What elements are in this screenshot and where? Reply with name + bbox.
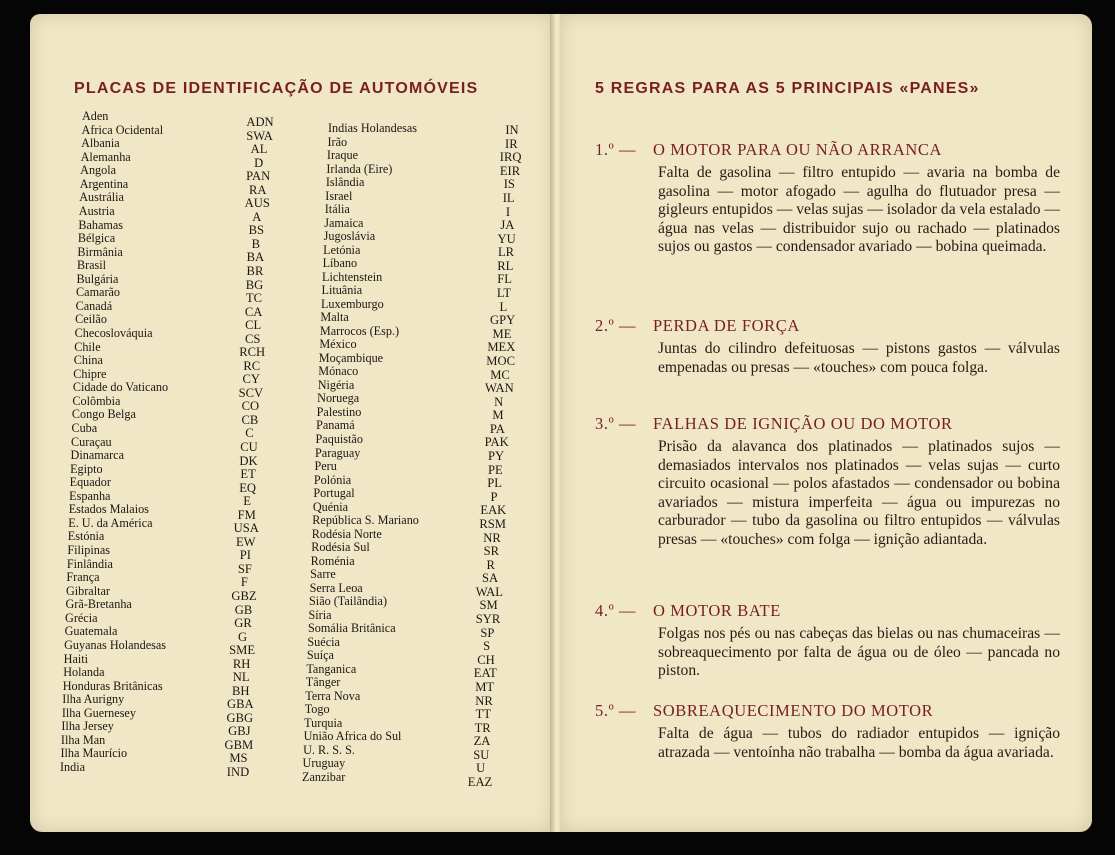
plate-code: LT bbox=[496, 286, 512, 300]
rule-title-text: O MOTOR BATE bbox=[653, 601, 781, 620]
plate-code: IN bbox=[505, 123, 519, 137]
plate-code: MS bbox=[229, 751, 248, 766]
country-name: Austrália bbox=[79, 190, 124, 205]
plate-code: YU bbox=[497, 231, 516, 246]
plate-code: SR bbox=[483, 544, 500, 559]
plate-code: E bbox=[243, 494, 252, 509]
plate-code: RC bbox=[243, 358, 261, 373]
rule-body: Prisão da alavanca dos platinados — platinados sujos — demasiados intervalos nos platinados — velas sujas — curto circuito ocasional — polos afastados — condensador ou bobina avariados — mistura imperfeita — água ou impurezas no carburador — tubo da gasolina ou filtro entupidos — válvulas presas — «touches» com folga — ignição adiantada. bbox=[658, 438, 1060, 548]
plate-code: IR bbox=[505, 136, 518, 151]
plate-code: NL bbox=[232, 670, 250, 685]
country-name: Birmânia bbox=[77, 244, 123, 259]
country-name: Angola bbox=[80, 163, 117, 178]
plate-code: EQ bbox=[239, 480, 257, 495]
country-name: Irão bbox=[327, 134, 348, 149]
country-name: Quénia bbox=[312, 499, 349, 514]
country-name: Marrocos (Esp.) bbox=[319, 323, 400, 338]
country-name: União Africa do Sul bbox=[303, 729, 402, 744]
country-name: Egipto bbox=[70, 461, 103, 476]
country-name: Sião (Tailândia) bbox=[309, 594, 388, 609]
plate-code: GBZ bbox=[231, 588, 257, 603]
plate-code: FM bbox=[237, 507, 256, 522]
plate-code: WAL bbox=[475, 584, 503, 599]
plate-code: DK bbox=[239, 453, 258, 468]
rule-title bbox=[595, 601, 781, 621]
rule-body: Folgas nos pés ou nas cabeças das bielas ou nas chumaceiras — sobreaquecimento por falta de água ou de óleo — pancada no piston. bbox=[658, 625, 1060, 680]
plate-code: RCH bbox=[239, 345, 266, 360]
country-name: Estónia bbox=[67, 529, 105, 544]
plate-code: CH bbox=[477, 652, 495, 667]
country-name: Lituânia bbox=[321, 283, 363, 298]
plate-code: TT bbox=[475, 707, 492, 722]
rule-title bbox=[595, 701, 933, 721]
plate-code: BR bbox=[246, 263, 264, 278]
country-name: Guyanas Holandesas bbox=[64, 637, 166, 652]
plate-code: MT bbox=[475, 679, 495, 694]
plate-code: TC bbox=[245, 291, 263, 306]
plate-code: BH bbox=[232, 683, 250, 698]
plate-code: PAN bbox=[246, 169, 271, 184]
plate-code: MC bbox=[490, 367, 510, 382]
rule-number: 4.º — bbox=[595, 601, 637, 620]
country-name: Mónaco bbox=[318, 364, 359, 379]
plate-code: SCV bbox=[238, 385, 264, 400]
plate-code: IRQ bbox=[499, 150, 522, 165]
country-name: Itália bbox=[324, 202, 350, 217]
country-name: Alemanha bbox=[80, 149, 131, 164]
plate-code: GBA bbox=[226, 697, 254, 712]
country-name: Ceilão bbox=[75, 312, 107, 327]
country-name: Noruega bbox=[317, 391, 360, 406]
country-name: Líbano bbox=[322, 256, 358, 271]
country-name: Indias Holandesas bbox=[328, 121, 418, 135]
plate-code: ET bbox=[240, 467, 256, 482]
country-name: India bbox=[60, 760, 86, 774]
plate-code: ADN bbox=[246, 115, 274, 129]
country-name: Suécia bbox=[307, 634, 340, 649]
country-name: Bélgica bbox=[77, 231, 116, 246]
country-name: República S. Mariano bbox=[312, 513, 419, 528]
rule-body: Juntas do cilindro defeituosas — pistons gastos — válvulas empenadas ou presas — «touches» com pouca folga. bbox=[658, 340, 1060, 376]
plate-code: GB bbox=[234, 602, 253, 617]
country-name: Palestino bbox=[316, 404, 362, 419]
country-name: Albania bbox=[81, 136, 120, 151]
country-name: Curaçau bbox=[71, 434, 112, 449]
plate-code: RSM bbox=[479, 516, 506, 531]
country-name: Espanha bbox=[69, 488, 111, 503]
country-name: Filipinas bbox=[67, 543, 110, 557]
rule-title-text: PERDA DE FORÇA bbox=[653, 316, 800, 335]
plate-code: SA bbox=[481, 571, 499, 586]
country-name: Islândia bbox=[325, 175, 365, 190]
plate-code: G bbox=[238, 629, 248, 644]
country-name: Irlanda (Eire) bbox=[326, 161, 393, 176]
country-name: Canadá bbox=[75, 298, 113, 313]
plate-code: NR bbox=[483, 530, 501, 545]
country-name: Gibraltar bbox=[65, 583, 110, 598]
country-name: Uruguay bbox=[302, 756, 346, 771]
rule-title bbox=[595, 140, 942, 160]
rule-body: Falta de gasolina — filtro entupido — avaria na bomba de gasolina — motor afogado — agulha do flutuador presa — gigleurs entupidos — velas sujas — isolador da vela estalado — água nas velas — distribuidor sujo ou rachado — platinados sujos ou gastos — condensador avariado — bobina queimada. bbox=[658, 164, 1060, 256]
country-name: Paraguay bbox=[315, 445, 361, 460]
plate-code: F bbox=[240, 575, 248, 590]
plate-code: PE bbox=[487, 462, 503, 477]
plate-code: A bbox=[252, 209, 262, 224]
rule-number: 1.º — bbox=[595, 140, 637, 159]
country-name: Sarre bbox=[310, 567, 336, 582]
country-name: Malta bbox=[320, 310, 349, 325]
plate-code: EAK bbox=[480, 503, 507, 518]
plate-code: ME bbox=[492, 326, 512, 341]
country-name: Somália Britânica bbox=[307, 621, 396, 636]
plate-code: CS bbox=[244, 331, 261, 346]
right-page bbox=[560, 14, 1092, 832]
country-name: Paquistão bbox=[315, 431, 363, 446]
country-name: Congo Belga bbox=[71, 407, 136, 422]
plate-code: TR bbox=[474, 720, 491, 735]
country-name: Checoslováquia bbox=[74, 326, 153, 340]
country-name: Honduras Britânicas bbox=[62, 678, 163, 693]
plate-code: MOC bbox=[486, 353, 516, 368]
plate-code: AL bbox=[250, 142, 268, 157]
plate-code: CY bbox=[242, 372, 261, 387]
plate-code: R bbox=[486, 557, 495, 572]
country-name: Equador bbox=[69, 475, 111, 490]
country-name: Israel bbox=[325, 188, 353, 203]
country-name: Suíça bbox=[306, 648, 334, 663]
country-name: Finlândia bbox=[66, 556, 113, 571]
country-name: Grã-Bretanha bbox=[65, 597, 132, 612]
country-name: Luxemburgo bbox=[320, 296, 384, 311]
country-name: Zanzibar bbox=[302, 770, 346, 784]
plates-heading: PLACAS DE IDENTIFICAÇÃO DE AUTOMÓVEIS bbox=[74, 80, 479, 97]
country-name: Terra Nova bbox=[305, 688, 361, 703]
plate-code: RA bbox=[248, 182, 267, 197]
rule-title-text: O MOTOR PARA OU NÃO ARRANCA bbox=[653, 140, 942, 159]
country-name: Estados Malaios bbox=[68, 502, 149, 517]
plate-code: RH bbox=[232, 656, 251, 671]
plate-code: CU bbox=[240, 440, 258, 454]
country-name: Chile bbox=[74, 339, 101, 354]
plate-code: NR bbox=[475, 693, 493, 708]
plate-code: LR bbox=[497, 245, 515, 260]
plate-code: IL bbox=[502, 190, 515, 205]
country-name: Rodésia Norte bbox=[311, 526, 382, 541]
plate-code: SWA bbox=[246, 128, 273, 143]
plate-code: SU bbox=[473, 747, 490, 762]
country-name: Lichtenstein bbox=[322, 269, 383, 284]
country-name: Panamá bbox=[316, 418, 355, 433]
country-name: Portugal bbox=[313, 486, 355, 501]
country-name: Cuba bbox=[71, 420, 98, 435]
plate-code: BG bbox=[245, 277, 264, 292]
plate-code: PY bbox=[487, 449, 505, 463]
country-name: Aden bbox=[82, 109, 109, 123]
country-name: França bbox=[66, 570, 100, 585]
country-name: Dinamarca bbox=[70, 448, 124, 463]
country-name: U. R. S. S. bbox=[303, 742, 355, 757]
plate-code: SME bbox=[229, 643, 256, 658]
rule-body: Falta de água — tubos do radiador entupidos — ignição atrazada — ventoínha não trabalha — bomba da água avariada. bbox=[658, 725, 1060, 761]
rule-number: 3.º — bbox=[595, 414, 637, 433]
plate-code: M bbox=[492, 408, 504, 423]
rule-number: 2.º — bbox=[595, 316, 637, 335]
plate-code: AUS bbox=[244, 196, 270, 211]
plate-code: EIR bbox=[499, 163, 521, 178]
country-name: Brasil bbox=[76, 258, 107, 273]
country-name: Ilha Jersey bbox=[61, 719, 114, 734]
country-name: Austria bbox=[78, 203, 115, 218]
country-name: Tanganica bbox=[306, 661, 357, 676]
plate-code: CL bbox=[245, 318, 262, 333]
plate-code: ZA bbox=[473, 734, 491, 749]
country-name: Jamaica bbox=[324, 215, 364, 230]
plate-code: P bbox=[490, 489, 498, 504]
rule-title-text: SOBREAQUECIMENTO DO MOTOR bbox=[653, 701, 934, 720]
country-name: Turquia bbox=[304, 715, 343, 730]
plate-code: EAT bbox=[473, 666, 497, 681]
country-name: Argentina bbox=[79, 176, 129, 191]
plate-code: IS bbox=[503, 177, 515, 192]
rules-heading: 5 REGRAS PARA AS 5 PRINCIPAIS «PANES» bbox=[595, 80, 980, 97]
rule-title-text: FALHAS DE IGNIÇÃO OU DO MOTOR bbox=[653, 414, 953, 433]
country-name: Iraque bbox=[326, 148, 359, 163]
plate-code: WAN bbox=[484, 381, 514, 396]
left-page bbox=[30, 14, 553, 832]
country-name: Ilha Guernesey bbox=[61, 705, 136, 720]
country-name: Jugoslávia bbox=[323, 229, 376, 244]
plate-code: SF bbox=[237, 561, 252, 576]
country-name: México bbox=[319, 337, 357, 352]
plate-code: S bbox=[483, 639, 491, 654]
country-name: Grécia bbox=[65, 610, 98, 625]
rule-title bbox=[595, 316, 800, 336]
country-name: Cidade do Vaticano bbox=[72, 380, 169, 395]
plate-code: I bbox=[505, 204, 511, 219]
plate-code: PL bbox=[487, 476, 503, 491]
country-name: Ilha Man bbox=[60, 732, 106, 747]
rule-title bbox=[595, 414, 953, 434]
plate-code: IND bbox=[226, 765, 250, 779]
plate-code: PA bbox=[489, 421, 505, 436]
country-name: Africa Ocidental bbox=[81, 122, 164, 137]
country-name: E. U. da América bbox=[68, 515, 153, 530]
plate-code: B bbox=[251, 236, 261, 251]
plate-code: GBJ bbox=[228, 724, 251, 739]
plate-code: MEX bbox=[487, 340, 516, 355]
country-name: Ilha Aurigny bbox=[62, 692, 125, 707]
plate-code: PAK bbox=[484, 435, 509, 450]
plate-code: U bbox=[476, 761, 486, 776]
country-name: Rodésia Sul bbox=[311, 540, 370, 555]
plate-code: SM bbox=[479, 598, 498, 613]
plate-code: CO bbox=[241, 399, 260, 414]
country-name: Camarão bbox=[76, 285, 121, 300]
country-name: Tânger bbox=[305, 675, 341, 690]
plate-code: GBM bbox=[224, 737, 254, 752]
plate-code: CB bbox=[241, 412, 259, 427]
plate-code: N bbox=[494, 394, 504, 409]
plate-code: USA bbox=[233, 521, 259, 536]
plate-code: SYR bbox=[475, 612, 501, 626]
country-name: Colômbia bbox=[72, 393, 121, 408]
country-name: Bulgária bbox=[76, 271, 119, 286]
country-name: Peru bbox=[314, 459, 337, 474]
rule-number: 5.º — bbox=[595, 701, 637, 720]
country-name: Roménia bbox=[310, 553, 355, 568]
country-name: Nigéria bbox=[317, 377, 355, 392]
country-name: Bahamas bbox=[78, 217, 124, 232]
plate-code: GR bbox=[234, 616, 252, 631]
country-name: Haiti bbox=[63, 651, 89, 666]
country-name: Moçambique bbox=[318, 350, 384, 365]
plate-code: D bbox=[254, 155, 264, 170]
country-name: Síria bbox=[308, 607, 332, 622]
country-name: Holanda bbox=[63, 665, 105, 680]
plate-code: L bbox=[499, 299, 508, 314]
plate-code: JA bbox=[500, 218, 515, 233]
plate-code: FL bbox=[497, 272, 513, 287]
country-name: Togo bbox=[304, 702, 330, 717]
plate-code: SP bbox=[480, 625, 495, 640]
country-name: Serra Leoa bbox=[309, 580, 363, 595]
country-name: Guatemala bbox=[64, 624, 118, 639]
plate-code: BA bbox=[246, 250, 265, 265]
plate-code: GBG bbox=[226, 710, 254, 725]
country-name: Letónia bbox=[323, 242, 361, 257]
plate-code: C bbox=[245, 426, 254, 441]
plate-code: EW bbox=[235, 534, 256, 549]
country-name: Polónia bbox=[313, 472, 352, 487]
country-name: Chipre bbox=[73, 366, 107, 381]
plate-code: RL bbox=[497, 258, 514, 273]
plate-code: BS bbox=[248, 223, 265, 238]
plate-code: EAZ bbox=[467, 775, 493, 789]
plate-code: PI bbox=[239, 548, 251, 563]
plate-code: GPY bbox=[490, 313, 516, 328]
country-name: China bbox=[73, 353, 103, 368]
plate-code: CA bbox=[244, 304, 263, 319]
country-name: Ilha Maurício bbox=[60, 746, 128, 761]
